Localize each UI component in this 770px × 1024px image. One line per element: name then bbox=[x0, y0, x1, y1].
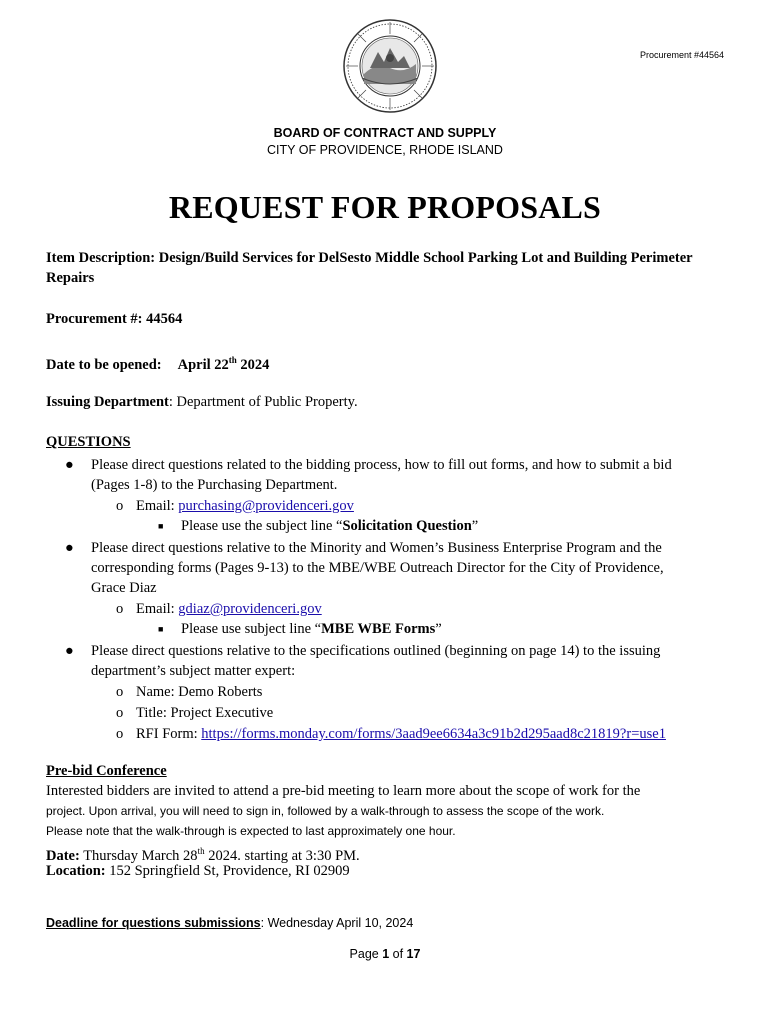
question-item-2-line1: Please direct questions relative to the Minority and Women’s Business Enterprise Program and the bbox=[91, 540, 662, 556]
prebid-location-value: 152 Springfield St, Providence, RI 02909 bbox=[105, 863, 350, 879]
purchasing-email-row: Email: purchasing@providenceri.gov bbox=[136, 498, 354, 514]
question-item-2-line2: corresponding forms (Pages 9-13) to the MBE/WBE Outreach Director for the City of Providence, bbox=[91, 560, 664, 576]
sub-bullet-icon: o bbox=[116, 705, 124, 721]
deadline-label: Deadline for questions submissions bbox=[46, 916, 261, 930]
city-seal-logo bbox=[342, 18, 438, 114]
date-opened-label: Date to be opened: bbox=[46, 356, 162, 373]
bullet-icon: ● bbox=[65, 457, 74, 473]
sub-bullet-icon: o bbox=[116, 684, 124, 700]
prebid-location bbox=[46, 861, 350, 881]
prebid-line3: Please note that the walk-through is expected to last approximately one hour. bbox=[46, 824, 456, 838]
sub-bullet-icon: o bbox=[116, 498, 124, 514]
purchasing-subject-line: Please use the subject line “Solicitation Question” bbox=[181, 518, 479, 534]
procurement-reference: Procurement #44564 bbox=[639, 50, 724, 60]
date-opened-value: April 22th 2024 bbox=[177, 355, 270, 373]
date-opened bbox=[46, 350, 269, 375]
question-item-1-line1: Please direct questions related to the bidding process, how to fill out forms, and how to submit a bid bbox=[91, 457, 672, 473]
item-description-label: Item Description: bbox=[46, 250, 156, 266]
document-title: REQUEST FOR PROPOSALS bbox=[168, 189, 602, 225]
issuing-department-value: : Department of Public Property. bbox=[168, 394, 358, 410]
question-item-2-line3: Grace Diaz bbox=[91, 580, 157, 596]
questions-heading: QUESTIONS bbox=[46, 434, 131, 450]
item-description-text: Design/Build Services for DelSesto Middle School Parking Lot and Building Perimeter bbox=[155, 250, 693, 266]
mbe-email-link[interactable]: gdiaz@providenceri.gov bbox=[178, 601, 322, 617]
deadline-value: : Wednesday April 10, 2024 bbox=[260, 916, 414, 930]
city-name: CITY OF PROVIDENCE, RHODE ISLAND bbox=[267, 143, 503, 157]
prebid-heading: Pre-bid Conference bbox=[46, 763, 167, 779]
bullet-icon: ● bbox=[65, 540, 74, 556]
issuing-department bbox=[46, 392, 358, 412]
question-item-3-line2: department’s subject matter expert: bbox=[91, 663, 296, 679]
prebid-line1: Interested bidders are invited to attend a pre-bid meeting to learn more about the scope of work for the bbox=[46, 783, 641, 799]
purchasing-email-link[interactable]: purchasing@providenceri.gov bbox=[178, 498, 354, 514]
prebid-date-label: Date: bbox=[46, 847, 80, 864]
contact-title: Title: Project Executive bbox=[136, 705, 274, 721]
prebid-line2: project. Upon arrival, you will need to sign in, followed by a walk-through to assess the scope of the work. bbox=[46, 804, 605, 818]
prebid-location-label: Location: bbox=[46, 863, 106, 879]
question-item-1-line2: (Pages 1-8) to the Purchasing Department. bbox=[91, 477, 338, 493]
board-name: BOARD OF CONTRACT AND SUPPLY bbox=[273, 126, 497, 140]
item-description-line1 bbox=[46, 248, 693, 268]
sub-bullet-icon: o bbox=[116, 726, 124, 742]
mbe-subject-line: Please use subject line “MBE WBE Forms” bbox=[181, 621, 442, 637]
rfi-form-row: RFI Form: https://forms.monday.com/forms/3aad9ee6634a3c91b2d295aad8c21819?r=use1 bbox=[136, 726, 666, 742]
bullet-icon: ● bbox=[65, 643, 74, 659]
square-bullet-icon: ■ bbox=[158, 624, 164, 634]
procurement-number: Procurement #: 44564 bbox=[46, 311, 183, 327]
contact-name: Name: Demo Roberts bbox=[136, 684, 263, 700]
square-bullet-icon: ■ bbox=[158, 521, 164, 531]
item-description-line2: Repairs bbox=[46, 270, 95, 286]
deadline bbox=[46, 913, 413, 933]
page-indicator: Page 1 of 17 bbox=[349, 947, 421, 961]
issuing-department-label: Issuing Department bbox=[46, 394, 169, 410]
prebid-date-value: Thursday March 28th 2024. starting at 3:30 PM. bbox=[79, 846, 360, 864]
rfi-form-link[interactable]: https://forms.monday.com/forms/3aad9ee6634a3c91b2d295aad8c21819?r=use1 bbox=[201, 726, 666, 742]
sub-bullet-icon: o bbox=[116, 601, 124, 617]
mbe-email-row: Email: gdiaz@providenceri.gov bbox=[136, 601, 322, 617]
question-item-3-line1: Please direct questions relative to the specifications outlined (beginning on page 14) to the issuing bbox=[91, 643, 661, 659]
